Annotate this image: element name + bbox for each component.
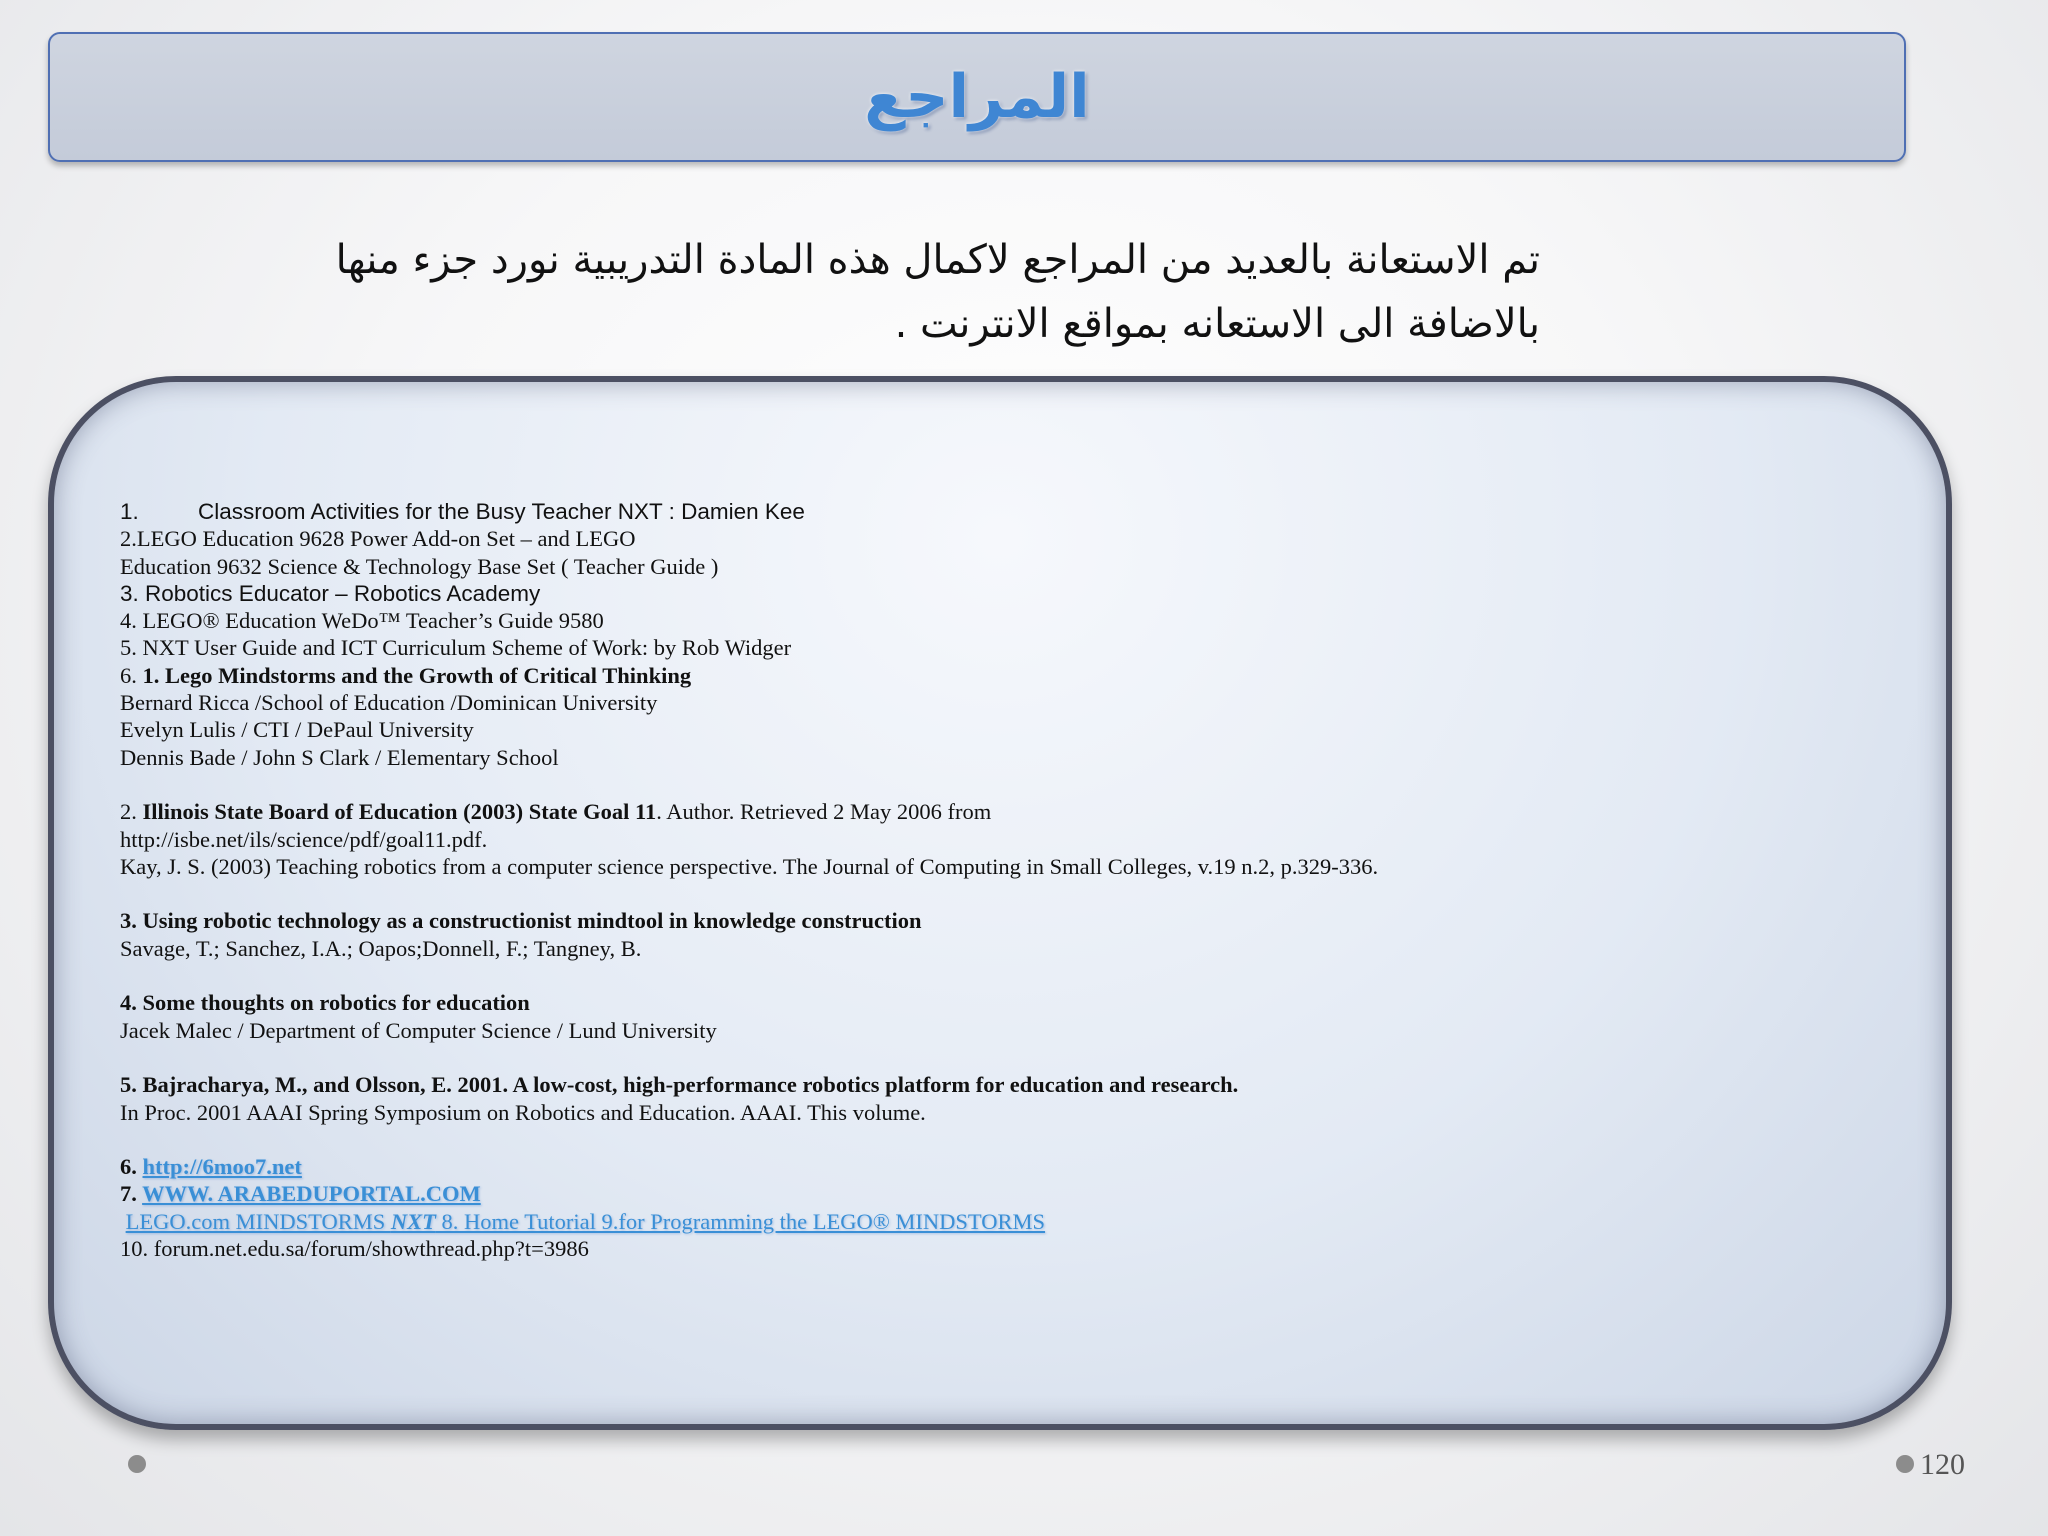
- reference-link-7: [120, 1180, 1820, 1207]
- reference-s2-title: Illinois State Board of Education (2003) State Goal 11: [142, 799, 657, 825]
- reference-1-text: Classroom Activities for the Busy Teacher NXT : Damien Kee: [198, 499, 805, 524]
- references-list: [120, 498, 1820, 1262]
- reference-6-author-2: Evelyn Lulis / CTI / DePaul University: [120, 717, 474, 743]
- link-arabeduportal[interactable]: WWW. ARABEDUPORTAL.COM: [142, 1181, 481, 1207]
- reference-1-number: 1.: [120, 499, 139, 524]
- spacer: [120, 1126, 1820, 1153]
- reference-6-author-1: Bernard Ricca /School of Education /Dominican University: [120, 690, 658, 716]
- spacer: [120, 880, 1820, 907]
- reference-s5-rest: In Proc. 2001 AAAI Spring Symposium on Robotics and Education. AAAI. This volume.: [120, 1099, 926, 1125]
- spacer: [120, 962, 1820, 989]
- spacer: [120, 1044, 1820, 1071]
- reference-6-number: 6.: [120, 662, 143, 688]
- link-6moo7[interactable]: http://6moo7.net: [142, 1154, 302, 1180]
- reference-5: 5. NXT User Guide and ICT Curriculum Scheme of Work: by Rob Widger: [120, 635, 792, 661]
- reference-s2-number: 2.: [120, 799, 143, 825]
- reference-s2-url: http://isbe.net/ils/science/pdf/goal11.pdf.: [120, 826, 488, 852]
- link-lego-nxt: NXT: [390, 1208, 436, 1234]
- spacer: [120, 771, 1820, 798]
- bullet-dot-left: [128, 1455, 146, 1473]
- reference-s3-title: 3. Using robotic technology as a constructionist mindtool in knowledge construction: [120, 908, 922, 934]
- link-7-number: 7.: [120, 1181, 143, 1207]
- page-number: 120: [1920, 1448, 1965, 1481]
- reference-6: [120, 662, 1820, 689]
- reference-6-author-3: Dennis Bade / John S Clark / Elementary School: [120, 744, 559, 770]
- link-lego-part-a: LEGO.com MINDSTORMS: [125, 1208, 391, 1234]
- reference-s5-title: 5. Bajracharya, M., and Olsson, E. 2001. A low-cost, high-performance robotics platform for education and research.: [120, 1072, 1239, 1098]
- reference-s2-rest: . Author. Retrieved 2 May 2006 from: [656, 799, 992, 825]
- link-lego-part-b: 8. Home Tutorial 9.for Programming the LEGO® MINDSTORMS: [435, 1208, 1046, 1234]
- reference-kay: Kay, J. S. (2003) Teaching robotics from a computer science perspective. The Journal of Computing in Small Colleges, v.19 n.2, p.329-336.: [120, 853, 1379, 879]
- title-banner: [48, 32, 1906, 162]
- reference-s3-authors: Savage, T.; Sanchez, I.A.; Oapos;Donnell, F.; Tangney, B.: [120, 935, 642, 961]
- intro-text: [330, 228, 1540, 356]
- reference-link-6: [120, 1153, 1820, 1180]
- intro-line-1: تم الاستعانة بالعديد من المراجع لاكمال هذه المادة التدريبية نورد جزء منها: [335, 237, 1540, 283]
- reference-6-title: 1. Lego Mindstorms and the Growth of Critical Thinking: [142, 662, 692, 688]
- intro-line-2: بالاضافة الى الاستعانه بمواقع الانترنت .: [894, 301, 1540, 347]
- link-6-number: 6.: [120, 1154, 143, 1180]
- bullet-dot-right: [1896, 1455, 1914, 1473]
- reference-2-line-1: 2.LEGO Education 9628 Power Add-on Set – and LEGO: [120, 526, 636, 552]
- reference-1: [120, 498, 1820, 525]
- reference-link-lego: [120, 1208, 1820, 1235]
- reference-s4-author: Jacek Malec / Department of Computer Science / Lund University: [120, 1017, 717, 1043]
- reference-s2: [120, 798, 1820, 825]
- link-lego-mindstorms[interactable]: [126, 1209, 1045, 1234]
- reference-4: 4. LEGO® Education WeDo™ Teacher’s Guide 9580: [120, 608, 604, 634]
- page-title: المراجع: [864, 62, 1090, 132]
- reference-s4-title: 4. Some thoughts on robotics for education: [120, 990, 530, 1016]
- reference-10: 10. forum.net.edu.sa/forum/showthread.php?t=3986: [120, 1236, 589, 1262]
- reference-3: 3. Robotics Educator – Robotics Academy: [120, 580, 541, 606]
- reference-2-line-2: Education 9632 Science & Technology Base Set ( Teacher Guide ): [120, 553, 719, 579]
